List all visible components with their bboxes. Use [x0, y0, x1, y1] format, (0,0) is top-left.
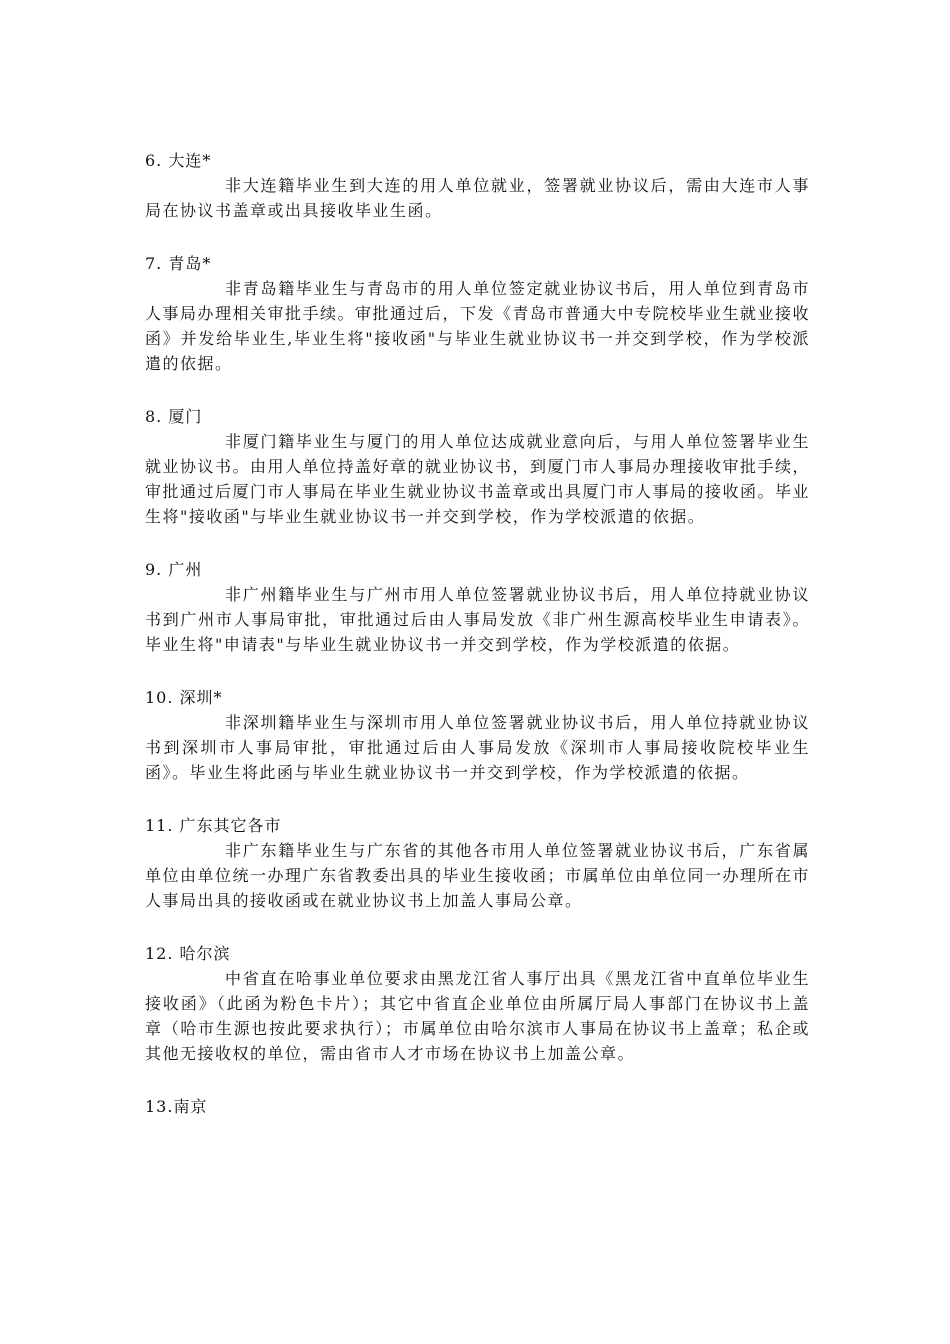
section-heading: 7. 青岛* — [145, 254, 212, 273]
section-heading: 12. 哈尔滨 — [145, 944, 231, 963]
section-qingdao — [145, 251, 810, 376]
section-body: 中省直在哈事业单位要求由黑龙江省人事厅出具《黑龙江省中直单位毕业生接收函》（此函为粉色卡片）；其它中省直企业单位由所属厅局人事部门在协议书上盖章（哈市生源也按此要求执行）；市属单位由哈尔滨市人事局在协议书上盖章；私企或其他无接收权的单位，需由省市人才市场在协议书上加盖公章。 — [145, 969, 810, 1063]
section-guangdong-other — [145, 813, 810, 913]
section-body: 非广东籍毕业生与广东省的其他各市用人单位签署就业协议书后，广东省属单位由单位统一办理广东省教委出具的毕业生接收函；市属单位由单位同一办理所在市人事局出具的接收函或在就业协议书上加盖人事局公章。 — [145, 841, 811, 910]
section-body: 非深圳籍毕业生与深圳市用人单位签署就业协议书后，用人单位持就业协议书到深圳市人事局审批，审批通过后由人事局发放《深圳市人事局接收院校毕业生函》。毕业生将此函与毕业生就业协议书一并交到学校，作为学校派遣的依据。 — [145, 713, 810, 782]
section-body: 非厦门籍毕业生与厦门的用人单位达成就业意向后，与用人单位签署毕业生就业协议书。由用人单位持盖好章的就业协议书，到厦门市人事局办理接收审批手续，审批通过后厦门市人事局在毕业生就业协议书盖章或出具厦门市人事局的接收函。毕业生将"接收函"与毕业生就业协议书一并交到学校，作为学校派遣的依据。 — [145, 432, 811, 526]
section-heading: 8. 厦门 — [145, 407, 203, 426]
section-heading: 13.南京 — [145, 1097, 208, 1116]
section-nanjing — [145, 1094, 810, 1119]
section-xiamen — [145, 404, 810, 529]
section-body: 非青岛籍毕业生与青岛市的用人单位签定就业协议书后，用人单位到青岛市人事局办理相关审批手续。审批通过后，下发《青岛市普通大中专院校毕业生就业接收函》并发给毕业生,毕业生将"接收函"与毕业生就业协议书一并交到学校，作为学校派遣的依据。 — [145, 279, 811, 373]
section-dalian — [145, 148, 810, 223]
document-page — [145, 148, 810, 1147]
section-body: 非大连籍毕业生到大连的用人单位就业，签署就业协议后，需由大连市人事局在协议书盖章或出具接收毕业生函。 — [145, 176, 810, 220]
section-heading: 6. 大连* — [145, 151, 212, 170]
section-guangzhou — [145, 557, 810, 657]
section-body: 非广州籍毕业生与广州市用人单位签署就业协议书后，用人单位持就业协议书到广州市人事局审批，审批通过后由人事局发放《非广州生源高校毕业生申请表》。毕业生将"申请表"与毕业生就业协议书一并交到学校，作为学校派遣的依据。 — [145, 585, 810, 654]
section-heading: 10. 深圳* — [145, 688, 223, 707]
section-heading: 11. 广东其它各市 — [145, 816, 282, 835]
section-heading: 9. 广州 — [145, 560, 203, 579]
section-harbin — [145, 941, 810, 1066]
section-shenzhen — [145, 685, 810, 785]
